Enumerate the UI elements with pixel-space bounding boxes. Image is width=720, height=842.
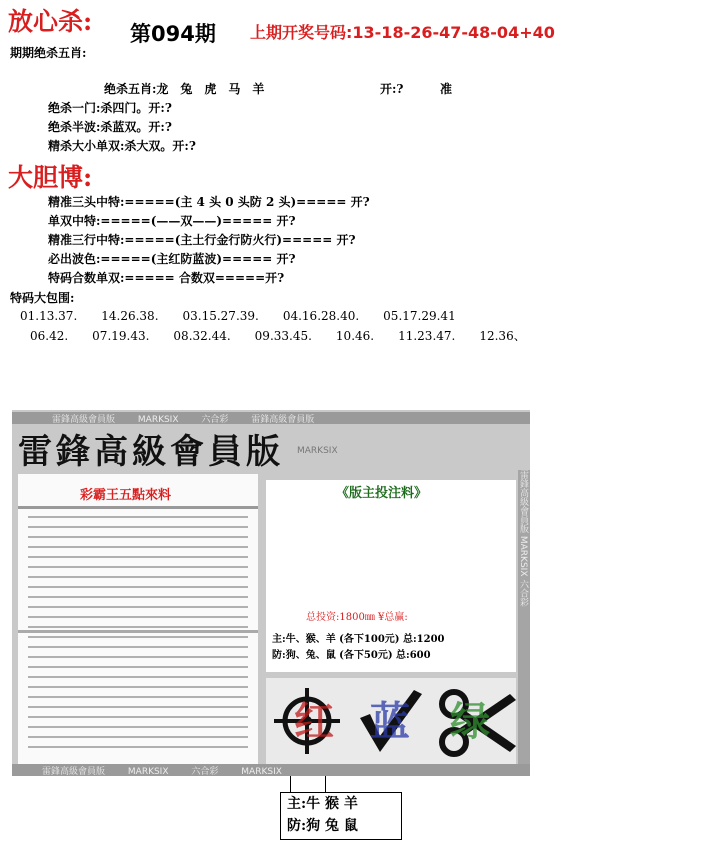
package-row: 01.13.37. 14.26.38. 03.15.27.39. 04.16.28.40. 05.17.29.41 <box>20 309 456 323</box>
kill-line: 绝杀半波:杀蓝双。开:? <box>48 120 172 134</box>
poster-right-strip: 雷鋒高級會員版 MARKSIX 六合彩 <box>518 470 530 770</box>
bold-line: 必出波色:=====(主红防蓝波)===== 开? <box>48 252 296 266</box>
color-char-red: 红 <box>294 698 334 745</box>
right-heading: 《版主投注料》 <box>336 486 428 501</box>
summary-guard: 防:狗 兔 鼠 <box>287 818 358 834</box>
issue-number: 第094期 <box>130 22 216 46</box>
bold-line: 精准三行中特:=====(主土行金行防火行)===== 开? <box>48 233 356 247</box>
kill-five-accurate: 准 <box>440 82 453 96</box>
summary-main: 主:牛 猴 羊 <box>287 796 358 812</box>
color-char-blue: 蓝 <box>370 698 410 745</box>
poster-top-strip: 雷鋒高級會員版 MARKSIX 六合彩 雷鋒高級會員版 <box>12 412 530 424</box>
color-char-green: 绿 <box>450 698 490 745</box>
bold-line: 精准三头中特:=====(主 4 头 0 头防 2 头)===== 开? <box>48 195 370 209</box>
bold-line: 单双中特:=====(——双——)===== 开? <box>48 214 296 228</box>
bold-line: 特码合数单双:===== 合数双=====开? <box>48 271 285 285</box>
color-icon-panel <box>266 678 516 768</box>
main-bet-line: 主:牛、猴、羊 (各下100元) 总:1200 <box>272 634 445 645</box>
kill-line: 绝杀一门:杀四门。开:? <box>48 101 172 115</box>
package-row: 06.42. 07.19.43. 08.32.44. 09.33.45. 10.46. 11.23.47. 12.36、 <box>30 329 526 343</box>
pointer-line <box>290 776 291 792</box>
poster-watermark: MARKSIX <box>297 446 338 456</box>
bold-section-title: 大胆博: <box>8 163 93 192</box>
page-title: 放心杀: <box>8 7 93 36</box>
package-title: 特码大包围: <box>10 291 75 305</box>
subtitle: 期期绝杀五肖: <box>10 46 87 60</box>
summary-box <box>280 792 402 840</box>
last-result: 上期开奖号码:13-18-26-47-48-04+40 <box>250 23 555 42</box>
left-heading: 彩霸王五點來料 <box>80 488 172 503</box>
guard-bet-line: 防:狗、兔、鼠 (各下50元) 总:600 <box>272 650 431 661</box>
poster-title: 雷鋒高級會員版 <box>18 432 284 472</box>
kill-line: 精杀大小单双:杀大双。开:? <box>48 139 196 153</box>
pointer-line <box>325 776 326 792</box>
member-poster <box>12 410 530 776</box>
kill-five-open: 开:? <box>380 82 404 96</box>
kill-five-line: 绝杀五肖:龙 兔 虎 马 羊 <box>104 82 265 96</box>
total-investment: 总投资:1800㎜ ¥总赢: <box>306 612 408 623</box>
poster-left-panel <box>18 474 258 764</box>
poster-right-panel <box>266 480 516 672</box>
poster-bottom-strip: 雷鋒高級會員版 MARKSIX 六合彩 MARKSIX <box>12 764 530 776</box>
